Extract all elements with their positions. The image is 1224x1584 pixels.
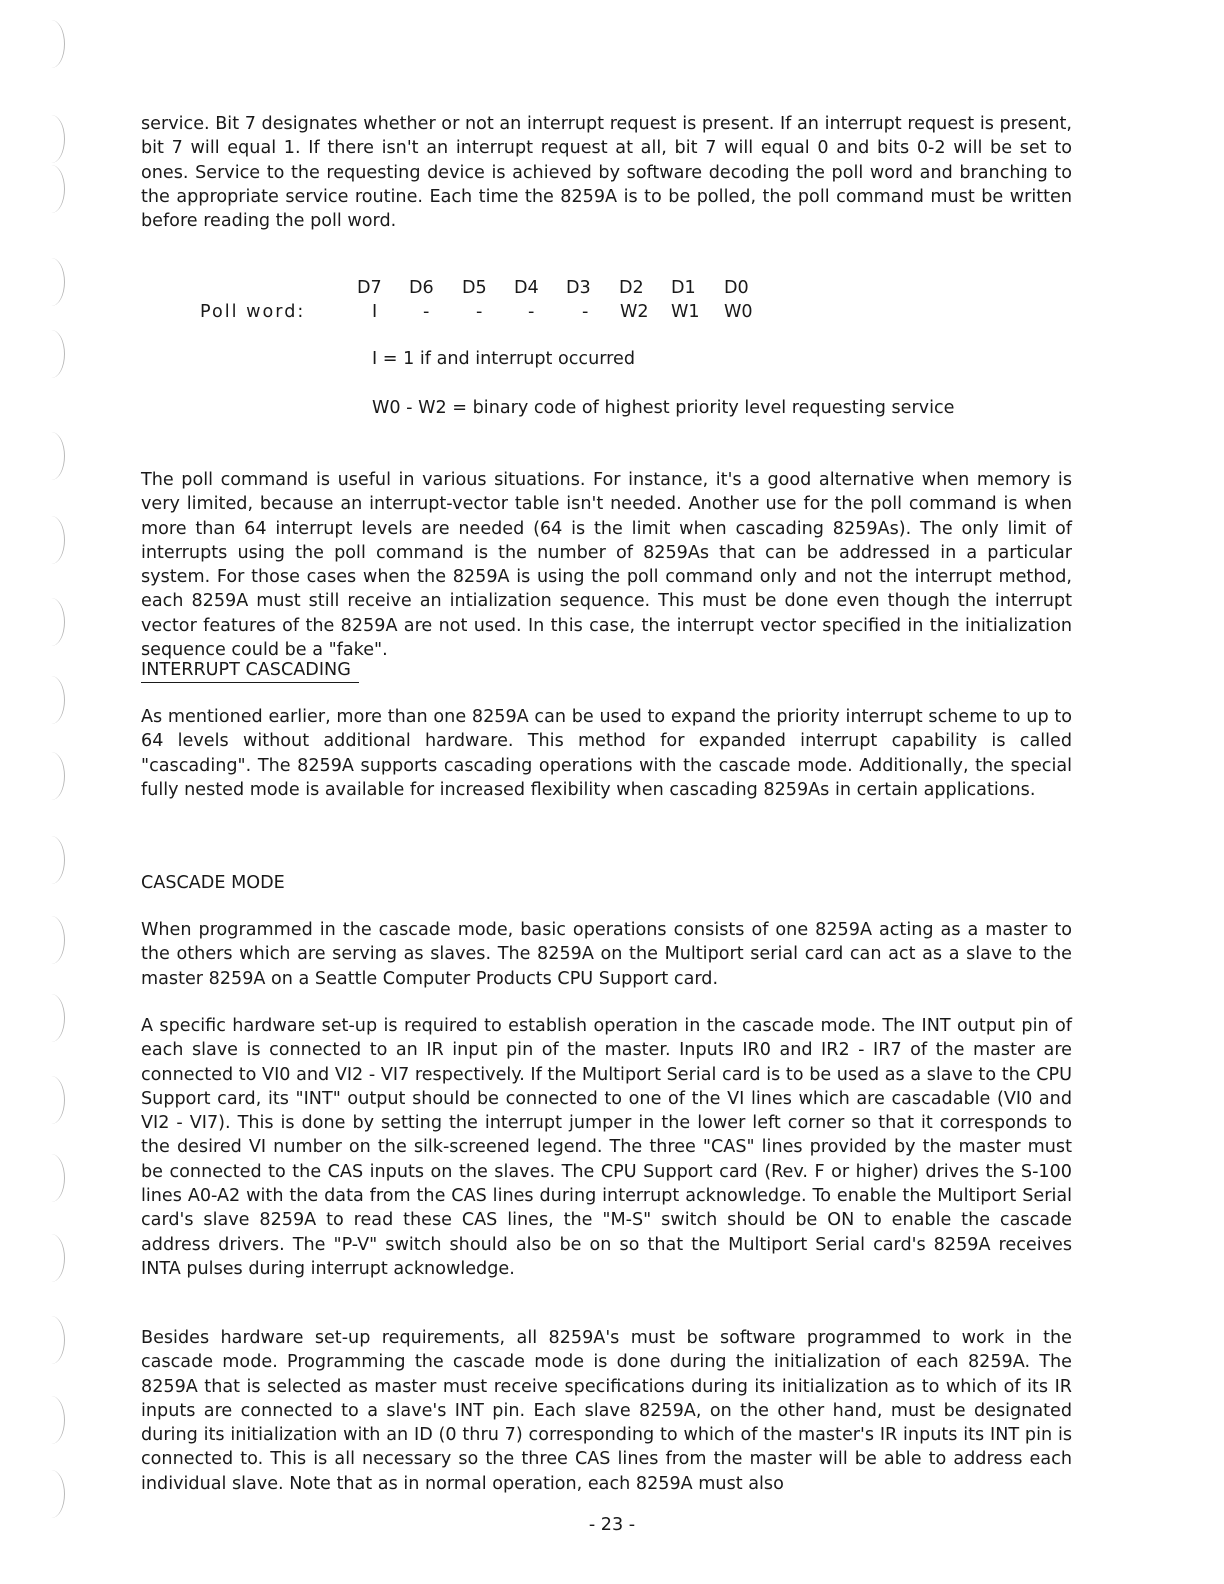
paragraph-software-setup: Besides hardware set-up requirements, all 8259A's must be software programmed to work in the cascade mode. Programming the cascade mode is done during the initialization of each 8259A. The 8259A that is selected as master must receive specifications during its initialization as to which of its IR inputs are connected to a slave's INT pin. Each slave 8259A, on the other hand, must be designated during its initialization with an ID (0 thru 7) corresponding to which of the master's IR inputs its INT pin is connected to. This is all necessary so the three CAS lines from the master will be able to address each individual slave. Note that as in normal operation, each 8259A must also: [141, 1328, 1072, 1494]
binding-mark: [38, 916, 65, 964]
bit-label: D6: [409, 278, 434, 298]
paragraph-cascade-basics: When programmed in the cascade mode, basic operations consists of one 8259A acting as a master to the others which are serving as slaves. The 8259A on the Multiport serial card can act as a slave to the master 8259A on a Seattle Computer Products CPU Support card.: [141, 920, 1072, 989]
bit-label: D3: [566, 278, 591, 298]
binding-mark: [38, 1234, 65, 1282]
paragraph-hardware-setup: A specific hardware set-up is required to establish operation in the cascade mode. The INT output pin of each slave is connected to an IR input pin of the master. Inputs IR0 and IR2 - IR7 of the master are connected to VI0 and VI2 - VI7 respectively. If the Multiport Serial card is to be used as a slave to the CPU Support card, its "INT" output should be connected to one of the VI lines which are cascadable (VI0 and VI2 - VI7). This is done by setting the interrupt jumper in the lower left corner so that it corresponds to the desired VI number on the silk-screened legend. The three "CAS" lines provided by the master must be connected to the CAS inputs on the slaves. The CPU Support card (Rev. F or higher) drives the S-100 lines A0-A2 with the data from the CAS lines during interrupt acknowledge. To enable the Multiport Serial card's slave 8259A to read these CAS lines, the "M-S" switch should be ON to enable the cascade address drivers. The "P-V" switch should also be on so that the Multiport Serial card's 8259A receives INTA pulses during interrupt acknowledge.: [141, 1016, 1072, 1279]
poll-word-values: [200, 300, 800, 324]
poll-word-bit-header: [200, 276, 800, 300]
poll-note-interrupt-flag: I = 1 if and interrupt occurred: [372, 349, 636, 369]
bit-value: -: [423, 302, 430, 322]
binding-mark: [38, 516, 65, 564]
binding-mark: [38, 1470, 65, 1518]
bit-value: I: [372, 302, 378, 322]
bit-value: -: [476, 302, 483, 322]
bit-value: W1: [671, 302, 700, 322]
bit-label: D4: [514, 278, 539, 298]
binding-mark: [38, 598, 65, 646]
binding-mark: [38, 752, 65, 800]
binding-mark: [38, 330, 65, 378]
paragraph-poll-uses: The poll command is useful in various situations. For instance, it's a good alternative when memory is very limited, because an interrupt-vector table isn't needed. Another use for the poll command is when more than 64 interrupt levels are needed (64 is the limit when cascading 8259As). The only limit of interrupts using the poll command is the number of 8259As that can be addressed in a particular system. For those cases when the 8259A is using the poll command only and not the interrupt method, each 8259A must still receive an intialization sequence. This must be done even though the interrupt vector features of the 8259A are not used. In this case, the interrupt vector specified in the initialization sequence could be a "fake".: [141, 470, 1072, 661]
poll-word-label: Poll word:: [200, 302, 306, 322]
paragraph-poll-intro: service. Bit 7 designates whether or not an interrupt request is present. If an interrupt request is present, bit 7 will equal 1. If there isn't an interrupt request at all, bit 7 will equal 0 and bits 0-2 will be set to ones. Service to the requesting device is achieved by software decoding the poll word and branching to the appropriate service routine. Each time the 8259A is to be polled, the poll command must be written before reading the poll word.: [141, 114, 1072, 232]
poll-note-priority-code: W0 - W2 = binary code of highest priority level requesting service: [372, 398, 955, 418]
bit-label: D2: [619, 278, 644, 298]
section-heading-interrupt-cascading: INTERRUPT CASCADING: [141, 658, 359, 683]
section-heading-cascade-mode: CASCADE MODE: [141, 873, 285, 893]
bit-label: D1: [671, 278, 696, 298]
binding-mark: [38, 836, 65, 884]
binding-mark: [38, 1316, 65, 1364]
binding-mark: [38, 994, 65, 1042]
binding-mark: [38, 165, 65, 213]
binding-mark: [38, 432, 65, 480]
binding-mark: [38, 1076, 65, 1124]
bit-value: W2: [620, 302, 649, 322]
binding-mark: [38, 258, 65, 306]
bit-label: D0: [724, 278, 749, 298]
binding-mark: [38, 115, 65, 163]
paragraph-cascading-intro: As mentioned earlier, more than one 8259A can be used to expand the priority interrupt scheme to up to 64 levels without additional hardware. This method for expanded interrupt capability is called "cascading". The 8259A supports cascading operations with the cascade mode. Additionally, the special fully nested mode is available for increased flexibility when cascading 8259As in certain applications.: [141, 707, 1072, 800]
bit-label: D5: [462, 278, 487, 298]
binding-mark: [38, 20, 65, 68]
bit-value: W0: [724, 302, 753, 322]
binding-mark: [38, 1396, 65, 1444]
bit-value: -: [582, 302, 589, 322]
bit-value: -: [528, 302, 535, 322]
page-number: - 23 -: [588, 1515, 636, 1535]
binding-mark: [38, 676, 65, 724]
bit-label: D7: [357, 278, 382, 298]
binding-mark: [38, 1154, 65, 1202]
